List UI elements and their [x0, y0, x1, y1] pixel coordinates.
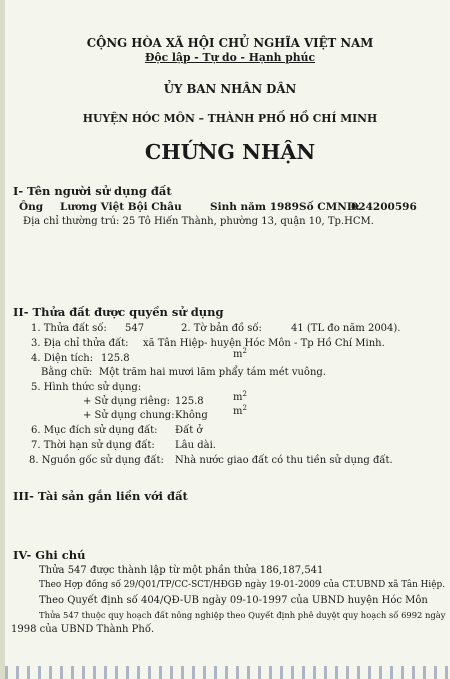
term-value: Lâu dài. [175, 440, 216, 451]
area-label: 4. Diện tích: [31, 353, 94, 364]
private-use-value: 125.8 [175, 396, 204, 407]
term-label: 7. Thời hạn sử dụng đất: [31, 440, 155, 451]
section-2-heading: II- Thửa đất được quyền sử dụng [13, 305, 224, 319]
map-value: 41 (TL đo năm 2004). [291, 323, 401, 334]
area-words-label: Bằng chữ: [41, 367, 93, 378]
owner-honorific: Ông [19, 201, 44, 213]
land-address-label: 3. Địa chỉ thửa đất: [31, 338, 129, 349]
area-unit: $m^2$ [233, 347, 247, 360]
origin-label: 8. Nguồn gốc sử dụng đất: [29, 455, 164, 466]
area-words-value: Một trăm hai mươi lăm phẩy tám mét vuông. [99, 367, 326, 378]
map-label: 2. Tờ bản đồ số: [181, 323, 262, 334]
section-3-heading: III- Tài sản gắn liền với đất [13, 489, 188, 503]
owner-address: Địa chỉ thường trú: 25 Tô Hiến Thành, phường 13, quận 10, Tp.HCM. [23, 216, 374, 227]
origin-value: Nhà nước giao đất có thu tiền sử dụng đất. [175, 455, 393, 466]
area-value: 125.8 [101, 353, 130, 364]
section-1-heading: I- Tên người sử dụng đất [13, 184, 172, 198]
id-label: Số CMND: [299, 201, 360, 213]
note-2: Theo Hợp đồng số 29/Q01/TP/CC-SCT/HĐGĐ ngày 19-01-2009 của CT.UBND xã Tân Hiệp. [39, 580, 446, 590]
note-4: Thửa 547 thuộc quy hoạch đất nông nghiệp theo Quyết định phê duyệt quy hoạch số 6992 ngày [39, 610, 446, 620]
owner-name: Lương Việt Bội Châu [60, 201, 182, 213]
owner-birth: Sinh năm 1989 [210, 201, 299, 213]
purpose-value: Đất ở [175, 425, 203, 436]
document-title: CHỨNG NHẬN [144, 140, 316, 164]
motto: Độc lập - Tự do - Hạnh phúc [145, 51, 315, 64]
district-header: HUYỆN HÓC MÔN – THÀNH PHỐ HỒ CHÍ MINH [82, 112, 378, 125]
section-4-heading: IV- Ghi chú [13, 548, 86, 562]
private-use-label: + Sử dụng riêng: [83, 396, 170, 407]
republic-header: CỘNG HÒA XÃ HỘI CHỦ NGHĨA VIỆT NAM [86, 36, 374, 50]
usage-form-label: 5. Hình thức sử dụng: [31, 382, 142, 393]
note-3: Theo Quyết định số 404/QĐ-UB ngày 09-10-1997 của UBND huyện Hóc Môn [39, 595, 428, 606]
note-4-continued: 1998 của UBND Thành Phố. [11, 624, 155, 635]
common-use-unit: $m^2$ [233, 404, 247, 417]
common-use-value: Không [175, 410, 208, 421]
common-use-label: + Sử dụng chung: [83, 410, 175, 421]
land-address-value: xã Tân Hiệp- huyện Hóc Môn - Tp Hồ Chí Minh. [143, 338, 385, 349]
parcel-label: 1. Thửa đất số: [31, 323, 107, 334]
private-use-unit: $m^2$ [233, 390, 247, 403]
purpose-label: 6. Mục đích sử dụng đất: [31, 425, 158, 436]
parcel-value: 547 [125, 323, 145, 334]
committee-header: ỦY BAN NHÂN DÂN [163, 82, 297, 96]
id-number: 024200596 [351, 201, 417, 213]
scan-edge-strip [5, 666, 450, 679]
note-1: Thửa 547 được thành lập từ một phần thửa 186,187,541 [39, 565, 324, 576]
